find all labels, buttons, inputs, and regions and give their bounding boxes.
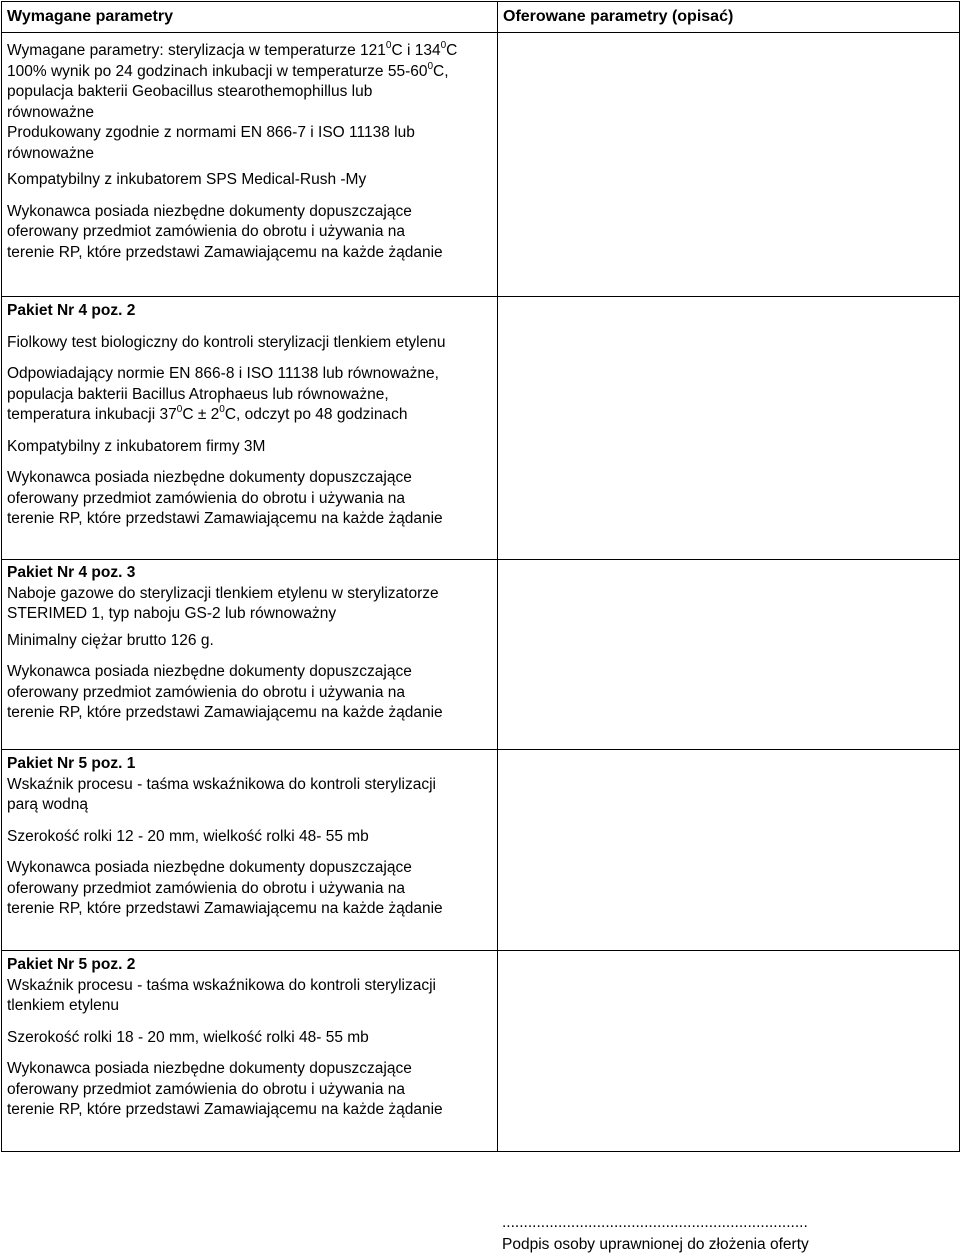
text-line: temperatura inkubacji $37^0C \pm 2^0C$, odczyt po 48 godzinach: [7, 404, 408, 423]
documents-line: Wykonawca posiada niezbędne dokumenty dopuszczające: [7, 663, 412, 680]
section-row: [2, 297, 960, 560]
documents-line: Wykonawca posiada niezbędne dokumenty dopuszczające: [7, 859, 412, 876]
documents-line: oferowany przedmiot zamówienia do obrotu i używania na: [7, 489, 406, 507]
text-line: Kompatybilny z inkubatorem firmy 3M: [7, 437, 266, 455]
section-requirements: [2, 560, 498, 750]
section-requirements: [2, 33, 498, 297]
signature-block: [502, 1212, 922, 1256]
section-requirements: [2, 297, 498, 560]
documents-line: oferowany przedmiot zamówienia do obrotu i używania na: [7, 1080, 406, 1098]
documents-line: Wykonawca posiada niezbędne dokumenty dopuszczające: [7, 1060, 412, 1077]
text-line: Szerokość rolki 12 - 20 mm, wielkość rolki 48- 55 mb: [7, 827, 369, 845]
section-row: [2, 750, 960, 951]
text-line: Wymagane parametry: sterylizacja w temperaturze $121^0C$ i $134^0C$: [7, 40, 458, 59]
section-row: [2, 560, 960, 750]
documents-line: Wykonawca posiada niezbędne dokumenty dopuszczające: [7, 469, 412, 486]
offered-params-cell[interactable]: [498, 951, 960, 1152]
documents-line: terenie RP, które przedstawi Zamawiającemu na każde żądanie: [7, 900, 443, 917]
offered-params-cell[interactable]: [498, 33, 960, 297]
text-line: Szerokość rolki 18 - 20 mm, wielkość rolki 48- 55 mb: [7, 1028, 369, 1046]
required-params-header: Wymagane parametry: [2, 2, 498, 33]
parameters-table: [1, 1, 960, 1152]
text-line: Wskaźnik procesu - taśma wskaźnikowa do kontroli sterylizacji: [7, 976, 436, 994]
text-line: populacja bakterii Geobacillus stearothemophillus lub: [7, 83, 373, 100]
text-line: Odpowiadający normie EN 866-8 i ISO 11138 lub równoważne,: [7, 365, 439, 382]
documents-line: terenie RP, które przedstawi Zamawiającemu na każde żądanie: [7, 704, 443, 721]
section-requirements: [2, 951, 498, 1152]
offered-params-header: Oferowane parametry (opisać): [498, 2, 960, 33]
section-row: [2, 951, 960, 1152]
documents-line: terenie RP, które przedstawi Zamawiającemu na każde żądanie: [7, 243, 443, 261]
documents-line: oferowany przedmiot zamówienia do obrotu i używania na: [7, 223, 406, 240]
text-line: Kompatybilny z inkubatorem SPS Medical-Rush -My: [7, 171, 367, 188]
signature-dots: .......................................................................: [502, 1214, 808, 1231]
text-line: Naboje gazowe do sterylizacji tlenkiem etylenu w sterylizatorze: [7, 584, 439, 602]
documents-line: terenie RP, które przedstawi Zamawiającemu na każde żądanie: [7, 510, 443, 527]
documents-line: oferowany przedmiot zamówienia do obrotu i używania na: [7, 683, 406, 701]
offered-params-cell[interactable]: [498, 297, 960, 560]
documents-line: Wykonawca posiada niezbędne dokumenty dopuszczające: [7, 202, 412, 220]
package-title: Pakiet Nr 4 poz. 3: [7, 564, 136, 581]
offered-params-cell[interactable]: [498, 750, 960, 951]
package-title: Pakiet Nr 5 poz. 1: [7, 755, 136, 772]
text-line: Fiolkowy test biologiczny do kontroli sterylizacji tlenkiem etylenu: [7, 333, 446, 351]
text-line: tlenkiem etylenu: [7, 997, 120, 1014]
header-row: [2, 2, 960, 33]
text-line: parą wodną: [7, 796, 89, 813]
text-line: Produkowany zgodnie z normami EN 866-7 i ISO 11138 lub: [7, 124, 415, 141]
text-line: Minimalny ciężar brutto 126 g.: [7, 631, 214, 649]
text-line: STERIMED 1, typ naboju GS-2 lub równoważny: [7, 605, 337, 622]
documents-line: oferowany przedmiot zamówienia do obrotu i używania na: [7, 879, 406, 897]
text-line: populacja bakterii Bacillus Atrophaeus lub równoważne,: [7, 385, 389, 403]
section-requirements: [2, 750, 498, 951]
offered-params-cell[interactable]: [498, 560, 960, 750]
package-title: Pakiet Nr 5 poz. 2: [7, 956, 136, 973]
documents-line: terenie RP, które przedstawi Zamawiającemu na każde żądanie: [7, 1101, 443, 1118]
package-title: Pakiet Nr 4 poz. 2: [7, 302, 136, 319]
text-line: 100% wynik po 24 godzinach inkubacji w temperaturze $55-60^0C$,: [7, 60, 449, 80]
section-row: [2, 33, 960, 297]
signature-label: Podpis osoby uprawnionej do złożenia oferty: [502, 1236, 809, 1253]
text-line: Wskaźnik procesu - taśma wskaźnikowa do kontroli sterylizacji: [7, 775, 436, 793]
text-line: równoważne: [7, 103, 95, 121]
text-line: równoważne: [7, 144, 95, 162]
